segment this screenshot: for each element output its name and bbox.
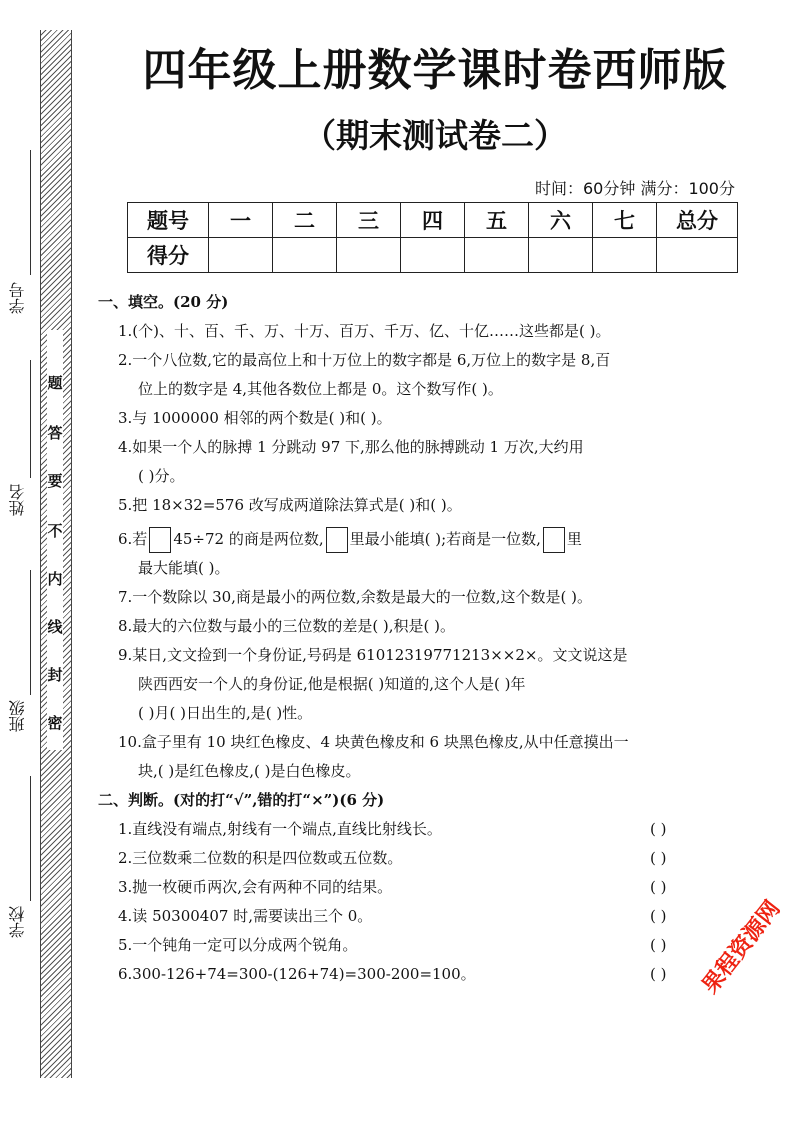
- question-line: 8.最大的六位数与最小的三位数的差是( ),积是( )。: [118, 617, 456, 635]
- score-header-cell: 二: [273, 203, 337, 238]
- question-line: 1.(个)、十、百、千、万、十万、百万、千万、亿、十亿……这些都是( )。: [118, 322, 611, 340]
- score-input-cell[interactable]: [273, 238, 337, 273]
- score-value-row: [128, 238, 738, 273]
- question-line-6: [118, 525, 698, 554]
- score-input-cell[interactable]: [657, 238, 738, 273]
- score-input-cell[interactable]: [209, 238, 273, 273]
- judge-item: [118, 815, 698, 844]
- judge-text: 3.抛一枚硬币两次,会有两种不同的结果。: [118, 878, 393, 896]
- score-header-cell: 六: [529, 203, 593, 238]
- judge-answer-blank[interactable]: ( ): [650, 878, 667, 896]
- question-line: 位上的数字是 4,其他各数位上都是 0。这个数写作( )。: [138, 380, 503, 398]
- seal-char: 线: [47, 618, 63, 636]
- score-row-label: 得分: [128, 238, 209, 273]
- seal-char: 内: [47, 570, 63, 588]
- q6-prefix: 6.若: [118, 530, 148, 548]
- seal-char: 题: [47, 374, 63, 392]
- answer-box[interactable]: [543, 527, 565, 553]
- judge-text: 2.三位数乘二位数的积是四位数或五位数。: [118, 849, 403, 867]
- score-input-cell[interactable]: [593, 238, 657, 273]
- question-line: 3.与 1000000 相邻的两个数是( )和( )。: [118, 409, 392, 427]
- student-id-label: 学号: [8, 282, 27, 314]
- watermark: 果程资源网: [697, 896, 786, 999]
- score-header-cell: 一: [209, 203, 273, 238]
- class-field[interactable]: [30, 570, 31, 695]
- section-heading: 一、填空。(20 分): [98, 293, 229, 311]
- score-header-cell: 三: [337, 203, 401, 238]
- question-line: 5.把 18×32=576 改写成两道除法算式是( )和( )。: [118, 496, 462, 514]
- question-line: 4.如果一个人的脉搏 1 分跳动 97 下,那么他的脉搏跳动 1 万次,大约用: [118, 438, 584, 456]
- question-line: ( )月( )日出生的,是( )性。: [138, 704, 313, 722]
- section-heading: 二、判断。(对的打“√”,错的打“×”)(6 分): [98, 791, 385, 809]
- question-line: 9.某日,文文捡到一个身份证,号码是 61012319771213××2×。文文说这是: [118, 646, 628, 664]
- score-header-cell: 七: [593, 203, 657, 238]
- judge-item: [118, 844, 698, 873]
- exam-content: [98, 288, 698, 989]
- score-table: [127, 202, 738, 273]
- question-line: 2.一个八位数,它的最高位上和十万位上的数字都是 6,万位上的数字是 8,百: [118, 351, 611, 369]
- score-header-cell: 总分: [657, 203, 738, 238]
- question-line: 7.一个数除以 30,商是最小的两位数,余数是最大的一位数,这个数是( )。: [118, 588, 592, 606]
- answer-box[interactable]: [326, 527, 348, 553]
- judge-text: 4.读 50300407 时,需要读出三个 0。: [118, 907, 373, 925]
- q6-text-b: 里最小能填( );若商是一位数,: [349, 530, 541, 548]
- school-label: 学校: [8, 906, 27, 938]
- score-header-row: [128, 203, 738, 238]
- page-title: 四年级上册数学课时卷西师版: [142, 45, 728, 96]
- judge-text: 5.一个钝角一定可以分成两个锐角。: [118, 936, 358, 954]
- seal-char: 密: [47, 714, 63, 732]
- score-header-cell: 五: [465, 203, 529, 238]
- page-subtitle: （期末测试卷二）: [303, 116, 567, 155]
- question-line: 块,( )是红色橡皮,( )是白色橡皮。: [138, 762, 361, 780]
- judge-answer-blank[interactable]: ( ): [650, 965, 667, 983]
- school-field[interactable]: [30, 776, 31, 901]
- judge-text: 1.直线没有端点,射线有一个端点,直线比射线长。: [118, 820, 442, 838]
- answer-box[interactable]: [149, 527, 171, 553]
- score-input-cell[interactable]: [337, 238, 401, 273]
- question-line: ( )分。: [138, 467, 185, 485]
- name-label: 姓名: [8, 484, 27, 516]
- q6-text-c: 里: [566, 530, 582, 548]
- seal-char: 要: [47, 472, 63, 490]
- score-header-cell: 四: [401, 203, 465, 238]
- judge-answer-blank[interactable]: ( ): [650, 936, 667, 954]
- question-line: 最大能填( )。: [138, 559, 230, 577]
- class-label: 班级: [8, 700, 27, 732]
- score-input-cell[interactable]: [401, 238, 465, 273]
- judge-text: 6.300-126+74=300-(126+74)=300-200=100。: [118, 965, 476, 983]
- seal-char: 封: [47, 666, 63, 684]
- judge-item: [118, 902, 698, 931]
- score-input-cell[interactable]: [465, 238, 529, 273]
- judge-answer-blank[interactable]: ( ): [650, 820, 667, 838]
- name-field[interactable]: [30, 360, 31, 478]
- seal-char: 答: [47, 424, 63, 442]
- score-header-cell: 题号: [128, 203, 209, 238]
- judge-answer-blank[interactable]: ( ): [650, 907, 667, 925]
- judge-item: [118, 931, 698, 960]
- question-line: 陕西西安一个人的身份证,他是根据( )知道的,这个人是( )年: [138, 675, 526, 693]
- student-id-field[interactable]: [30, 150, 31, 275]
- judge-item: [118, 960, 698, 989]
- judge-answer-blank[interactable]: ( ): [650, 849, 667, 867]
- exam-meta: 时间：60分钟 满分：100分: [535, 179, 735, 198]
- seal-char: 不: [47, 522, 63, 540]
- judge-item: [118, 873, 698, 902]
- score-input-cell[interactable]: [529, 238, 593, 273]
- q6-text-a: 45÷72 的商是两位数,: [173, 530, 324, 548]
- question-line: 10.盒子里有 10 块红色橡皮、4 块黄色橡皮和 6 块黑色橡皮,从中任意摸出一: [118, 733, 629, 751]
- binding-sidebar: [0, 0, 96, 1122]
